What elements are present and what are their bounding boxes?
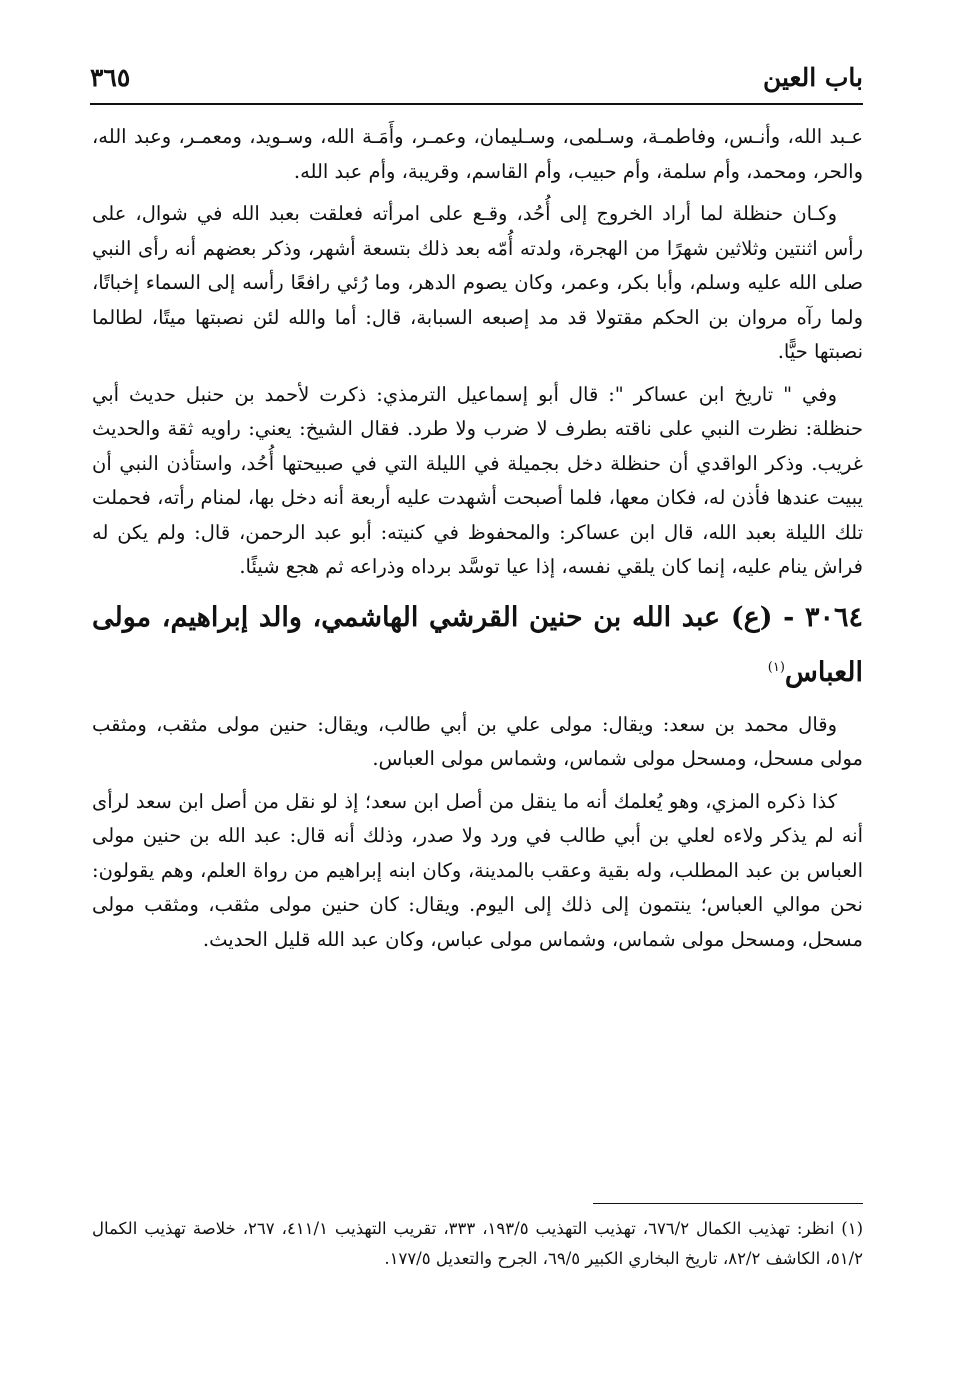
header-divider [90, 103, 863, 105]
entry-heading [92, 593, 863, 698]
body-paragraph: وكـان حنظلة لما أراد الخروج إلى أُحُد، وقـع على امرأته فعلقت بعبد الله في شوال، على رأس اثنتين وثلاثين شهرًا من الهجرة، ولدته أُمّه بعد ذلك بتسعة أشهر، وذكر بعضهم أنه رأى النبي صلى الله عليه وسلم، وأبا بكر، وعمر، وكان يصوم الدهر، وما رُئي رافعًا رأسه إلى السماء إخباتًا، ولما رآه مروان بن الحكم مقتولا قد مد إصبعه السبابة، قال: أما والله لئن نصبتها ميتًا، لطالما نصبتها حيًّا. [92, 202, 863, 363]
body-paragraph: كذا ذكره المزي، وهو يُعلمك أنه ما ينقل من أصل ابن سعد؛ إذ لو نقل من أصل ابن سعد لرأى أنه لم يذكر ولاءه لعلي بن أبي طالب في ورد ولا صدر، وذلك أنه قال: عبد الله بن حنين مولى العباس بن عبد المطلب، وله بقية وعقب بالمدينة، وكان ابنه إبراهيم من رواة العلم، وهم يقولون: نحن موالي العباس؛ ينتمون إلى ذلك إلى اليوم. ويقال: كان حنين مولى مثقب، ومثقب مولى مسحل، ومسحل مولى شماس، وشماس مولى عباس، وكان عبد الله قليل الحديث. [92, 789, 863, 951]
main-text [92, 120, 863, 965]
entry-heading-text: ٣٠٦٤ - (ع) عبد الله بن حنين القرشي الهاشمي، والد إبراهيم، مولى العباس [92, 601, 863, 688]
footnotes [92, 1214, 863, 1274]
footnote-reference[interactable]: (١) [767, 659, 785, 675]
footnote-item: (١) انظر: تهذيب الكمال ٦٧٦/٢، تهذيب التهذيب ١٩٣/٥، ٣٣٣، تقريب التهذيب ٤١١/١، ٢٦٧، خلاصة تهذيب الكمال ٥١/٢، الكاشف ٨٢/٢، تاريخ البخاري الكبير ٦٩/٥، الجرح والتعديل ١٧٧/٥. [92, 1219, 863, 1268]
page-header [90, 58, 863, 98]
chapter-title: باب العين [762, 63, 863, 92]
footnote-divider [593, 1203, 863, 1204]
page-number: ٣٦٥ [90, 63, 131, 92]
body-paragraph: عـبد الله، وأنـس، وفاطمـة، وسـلمى، وسـليمان، وعمـر، وأَمَـة الله، وسـويد، ومعمـر، وعبد الله، والحر، ومحمد، وأم سلمة، وأم حبيب، وأم القاسم، وقريبة، وأم عبد الله. [92, 125, 863, 183]
body-paragraph: وقال محمد بن سعد: ويقال: مولى علي بن أبي طالب، ويقال: حنين مولى مثقب، ومثقب مولى مسحل، ومسحل مولى شماس، وشماس مولى العباس. [92, 712, 863, 770]
body-paragraph: وفي " تاريخ ابن عساكر ": قال أبو إسماعيل الترمذي: ذكرت لأحمد بن حنبل حديث أبي حنظلة: نظرت النبي على ناقته بطرف لا ضرب ولا طرد. فقال الشيخ: يعني: راويه ثقة والحديث غريب. وذكر الواقدي أن حنظلة دخل بجميلة في الليلة التي في صبيحتها أُحُد، واستأذن النبي أن يبيت عندها فأذن له، فكان معها، فلما أصبحت أشهدت عليه أربعة أنه دخل بها، لمنام رأته، فحملت تلك الليلة بعبد الله، قال ابن عساكر: والمحفوظ في كنيته: أبو عبد الرحمن، قال: ولم يكن له فراش ينام عليه، إنما كان يلقي نفسه، إذا عيا توسَّد برداه وذراعه ثم هجع شيئًا. [92, 382, 863, 578]
